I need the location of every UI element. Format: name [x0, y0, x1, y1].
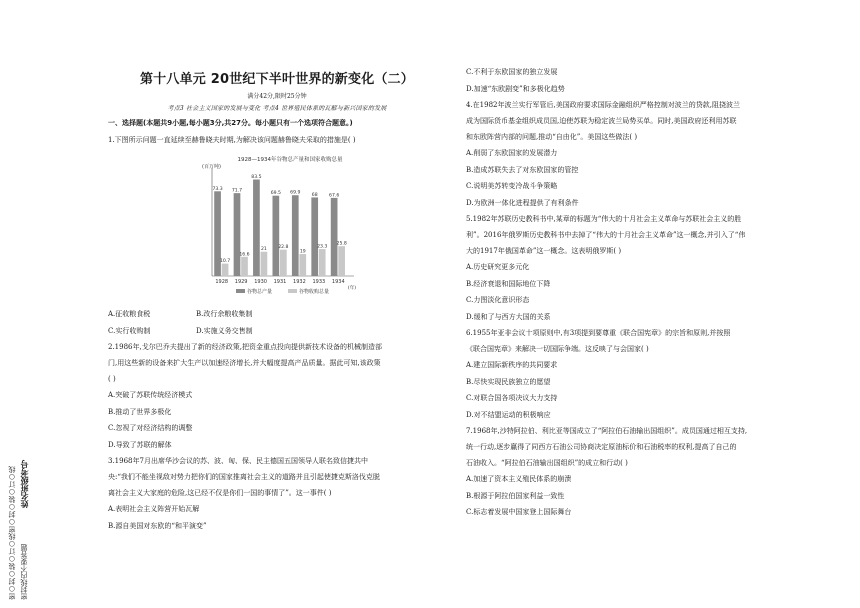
q4-option-d[interactable]: D.为欧洲一体化进程提供了有利条件 [466, 198, 579, 207]
q7-option-c[interactable]: C.标志着发展中国家登上国际舞台 [466, 508, 572, 516]
q4-line1: 4.在1982年波兰实行军管后,美国政府要求国际金融组织严格控制对波兰的贷款,阻挠波兰 [466, 101, 740, 109]
q1-option-d[interactable]: D.实施义务交售制 [196, 326, 253, 335]
q2-line1: 2.1986年,戈尔巴乔夫提出了新的经济政策,把资金重点投向提供新技术设备的机械制造部 [108, 343, 382, 351]
binding-margin [0, 0, 40, 608]
chart-tick-label: 1930 [254, 279, 267, 285]
q5-option-a[interactable]: A.历史研究更多元化 [466, 263, 530, 271]
right-column [466, 64, 806, 521]
section-heading-text: 一、选择题(本题共9小题,每小题3分,共27分。每小题只有一个选项符合题意。) [108, 119, 353, 127]
q4-line3: 和东欧阵营内部的问题,推动“自由化”。美国这些做法( ) [466, 133, 638, 141]
q4-option-a[interactable]: A.削弱了东欧国家的发展潜力 [466, 149, 558, 157]
chart-bar-total-1932 [292, 195, 299, 276]
chart-tick-label: 1933 [312, 279, 326, 285]
chart-bar-total-1931 [273, 196, 280, 276]
chart-legend-label: 谷物收购总量 [299, 289, 330, 295]
chart-bar-total-1933 [311, 197, 318, 276]
q2-option-d[interactable]: D.导致了苏联的解体 [108, 440, 172, 449]
q2-option-b[interactable]: B.推动了世界多极化 [108, 407, 172, 416]
chart-data-label: 71.7 [231, 188, 243, 194]
q3-line3: 离社会主义大家庭的危险,这已经不仅是你们一国的事情了”。这一事件( ) [108, 489, 332, 497]
chart-bar-purchase-1933 [319, 249, 326, 276]
chart-data-label: 16.6 [239, 252, 250, 258]
student-info-label: 姓名班级考号 [19, 460, 29, 508]
q4-line2: 成为国际货币基金组织成员国,迫使苏联为稳定波兰局势买单。同时,美国政府还利用苏联 [466, 117, 737, 125]
q3-option-c[interactable]: C.不利于东欧国家的独立发展 [466, 68, 558, 76]
q7-option-b[interactable]: B.根源于阿拉伯国家利益一致性 [466, 491, 565, 500]
q6-line1: 6.1955年亚非会议十项原则中,有3项提到要尊重《联合国宪章》的宗旨和原则,并按照 [466, 329, 731, 337]
q6-option-d[interactable]: D.对不结盟运动的积极响应 [466, 410, 551, 419]
chart-bar-purchase-1934 [338, 246, 345, 276]
q2-option-c[interactable]: C.忽视了对经济结构的调整 [108, 424, 193, 432]
chart-tick-label: 1928 [215, 279, 229, 285]
chart-tick-label: 1931 [273, 279, 287, 285]
seal-line-text: 密○封○装○订○线密○封○装○订○线 [8, 466, 16, 600]
section-heading [108, 118, 446, 128]
chart-data-label: 23.3 [317, 244, 328, 250]
score-time-note: 满分42分,限时25分钟 [247, 93, 307, 100]
q6-option-b[interactable]: B.尽快实现民族独立的愿望 [466, 377, 551, 386]
chart-bar-total-1929 [234, 193, 241, 276]
q3-option-a[interactable]: A.表明社会主义阵营开始瓦解 [108, 505, 200, 513]
q7-line1: 7.1968年,沙特阿拉伯、利比亚等国成立了“阿拉伯石油输出国组织”。成员国通过相互支持, [466, 427, 748, 435]
seal-line-warning: 密封线内不要答题 [20, 544, 28, 600]
chart-data-label: 67.6 [329, 193, 340, 199]
chart-legend-swatch [236, 289, 245, 293]
q7-line2: 统一行动,逐步赢得了同西方石油公司协商决定原油标价和石油税率的权利,提高了自己的 [466, 443, 737, 451]
chart-data-label: 69.9 [290, 190, 301, 196]
chart-y-label: (百万吨) [202, 164, 221, 170]
chart-x-label: (年) [347, 286, 357, 291]
q2-line2: 门,用这些新的设备来扩大生产以加速经济增长,并大幅度提高产品质量。据此可知,该政策 [108, 359, 381, 367]
q6-line2: 《联合国宪章》来解决一切国际争端。这反映了与会国家( ) [466, 345, 649, 353]
chart-data-label: 83.5 [251, 175, 262, 181]
chart-legend-label: 谷物总产量 [247, 289, 273, 295]
chart-data-label: 68 [311, 192, 318, 198]
q5-option-c[interactable]: C.力图淡化意识形态 [466, 296, 530, 304]
chart-bar-purchase-1932 [299, 254, 306, 276]
q5-line1: 5.1982年苏联历史教科书中,某章的标题为“伟大的十月社会主义革命与苏联社会主义的胜 [466, 215, 742, 223]
chart-data-label: 10.7 [219, 259, 231, 265]
q5-line2: 利”。2016年俄罗斯历史教科书中去掉了“伟大的十月社会主义革命”这一概念,并引入了“伟 [466, 231, 746, 239]
chart-tick-label: 1929 [234, 279, 248, 285]
q7-option-a[interactable]: A.加速了资本主义殖民体系的崩溃 [466, 475, 572, 483]
q1-options-row1 [108, 306, 446, 323]
chart-data-label: 19 [299, 249, 306, 255]
chart-title: 1928—1934年谷物总产量和国家收购总量 [237, 157, 343, 163]
q5-line3: 大的1917年俄国革命”这一概念。这表明俄罗斯( ) [466, 247, 622, 255]
chart-bar-total-1934 [331, 198, 338, 276]
q6-option-c[interactable]: C.对联合国各项决议大力支持 [466, 394, 558, 402]
q3-option-d[interactable]: D.加速“东欧剧变”和多极化趋势 [466, 84, 565, 93]
chart-bar-purchase-1929 [241, 257, 248, 276]
q2-option-a[interactable]: A.突破了苏联传统经济模式 [108, 391, 193, 399]
chart-data-label: 25.8 [336, 241, 347, 247]
q3-option-b[interactable]: B.源自美国对东欧的“和平演变” [108, 521, 207, 530]
q4-option-c[interactable]: C.说明美苏转变冷战斗争策略 [466, 182, 558, 190]
chart-bar-total-1930 [253, 180, 260, 276]
topic-list: 考点3 社会主义国家的发展与变化 考点4 世界殖民体系的瓦解与新兴国家的发展 [167, 105, 387, 112]
q3-line2: 央:“我们不能坐视敌对势力把你们的国家推离社会主义的道路并且引起使捷克斯洛伐克脱 [108, 473, 380, 481]
q3-line1: 3.1968年7月出席华沙会议的苏、波、匈、保、民主德国五国领导人联名致信捷共中 [108, 457, 368, 465]
chart-bar-purchase-1930 [261, 252, 268, 276]
page-title: 第十八单元 20世纪下半叶世界的新变化（二） [139, 72, 415, 87]
q4-option-b[interactable]: B.造成苏联失去了对东欧国家的管控 [466, 165, 579, 174]
q5-option-d[interactable]: D.缓和了与西方大国的关系 [466, 312, 551, 321]
q1-option-b[interactable]: B.改行余粮收集制 [196, 310, 253, 318]
chart-data-label: 21 [260, 247, 267, 253]
q5-option-b[interactable]: B.经济衰退和国际地位下降 [466, 279, 551, 288]
q1-option-c[interactable]: C.实行收购制 [108, 326, 151, 335]
chart-data-label: 22.8 [278, 245, 289, 251]
chart-legend-swatch [288, 289, 297, 293]
q1-options-row2 [108, 323, 446, 340]
chart-bar-purchase-1928 [222, 264, 229, 276]
q1-option-a[interactable]: A.征收粮食税 [108, 310, 151, 318]
grain-chart [198, 154, 368, 302]
q1-stem: 1.下图所示问题一直延续至赫鲁晓夫时期,为解决该问题赫鲁晓夫采取的措施是( ) [108, 136, 356, 144]
q6-option-a[interactable]: A.建立国际新秩序的共同要求 [466, 361, 558, 369]
chart-tick-label: 1934 [331, 279, 345, 285]
chart-tick-label: 1932 [293, 279, 306, 285]
chart-bar-purchase-1931 [280, 250, 287, 276]
chart-data-label: 73.3 [212, 186, 223, 192]
left-column [108, 62, 446, 534]
q7-line3: 石油收入。“阿拉伯石油输出国组织”的成立和行动( ) [466, 459, 628, 467]
q2-line3: ( ) [108, 375, 116, 383]
chart-data-label: 69.5 [270, 191, 281, 197]
grain-chart-svg [198, 154, 368, 302]
